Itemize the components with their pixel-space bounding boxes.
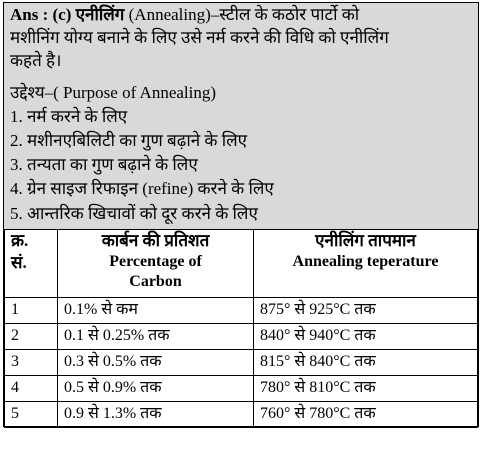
answer-box	[3, 2, 479, 427]
row-sn: 5	[5, 402, 58, 428]
header-carbon-english: Percentage of Carbon	[109, 253, 202, 290]
table-row	[5, 350, 478, 376]
table-row	[5, 376, 478, 402]
answer-line-1-text: (Annealing)–स्टील के कठोर पार्टो को	[124, 5, 360, 24]
row-carbon: 0.1% से कम	[58, 298, 254, 324]
purpose-item: 1. नर्म करने के लिए	[10, 107, 128, 126]
header-temperature-hindi: एनीलिंग तापमान	[315, 231, 416, 250]
header-sn-line-2: सं.	[11, 253, 27, 272]
row-temperature: 840° से 940°C तक	[254, 324, 478, 350]
answer-label: Ans : (c) एनीलिंग	[10, 5, 125, 24]
row-temperature: 815° से 840°C तक	[254, 350, 478, 376]
row-temperature: 875° से 925°C तक	[254, 298, 478, 324]
row-carbon: 0.5 से 0.9% तक	[58, 376, 254, 402]
purpose-item: 3. तन्यता का गुण बढ़ाने के लिए	[10, 155, 198, 174]
answer-line-1	[10, 5, 359, 25]
header-sn	[5, 230, 58, 298]
header-temperature-english: Annealing teperature	[292, 253, 439, 270]
header-carbon	[58, 230, 254, 298]
answer-line-3: कहते है।	[10, 51, 62, 70]
table-row	[5, 402, 478, 428]
purpose-title: उद्देश्य–( Purpose of Annealing)	[10, 83, 217, 102]
row-sn: 4	[5, 376, 58, 402]
header-sn-line-1: क्र.	[11, 231, 29, 250]
row-sn: 2	[5, 324, 58, 350]
header-temperature	[254, 230, 478, 298]
row-carbon: 0.3 से 0.5% तक	[58, 350, 254, 376]
header-carbon-hindi: कार्बन की प्रतिशत	[101, 231, 210, 250]
answer-text-block	[4, 3, 478, 230]
row-temperature: 760° से 780°C तक	[254, 402, 478, 428]
row-sn: 3	[5, 350, 58, 376]
answer-line-2: मशीनिंग योग्य बनाने के लिए उसे नर्म करने की विधि को एनीलिंग	[10, 28, 389, 47]
purpose-item: 4. ग्रेन साइज रिफाइन (refine) करने के लिए	[10, 179, 274, 198]
row-carbon: 0.1 से 0.25% तक	[58, 324, 254, 350]
table-row	[5, 324, 478, 350]
row-temperature: 780° से 810°C तक	[254, 376, 478, 402]
row-sn: 1	[5, 298, 58, 324]
annealing-table	[4, 229, 478, 428]
purpose-item: 5. आन्तरिक खिचावों को दूर करने के लिए	[10, 204, 258, 223]
purpose-item: 2. मशीनएबिलिटी का गुण बढ़ाने के लिए	[10, 131, 248, 150]
table-header-row	[5, 230, 478, 298]
table-row	[5, 298, 478, 324]
row-carbon: 0.9 से 1.3% तक	[58, 402, 254, 428]
